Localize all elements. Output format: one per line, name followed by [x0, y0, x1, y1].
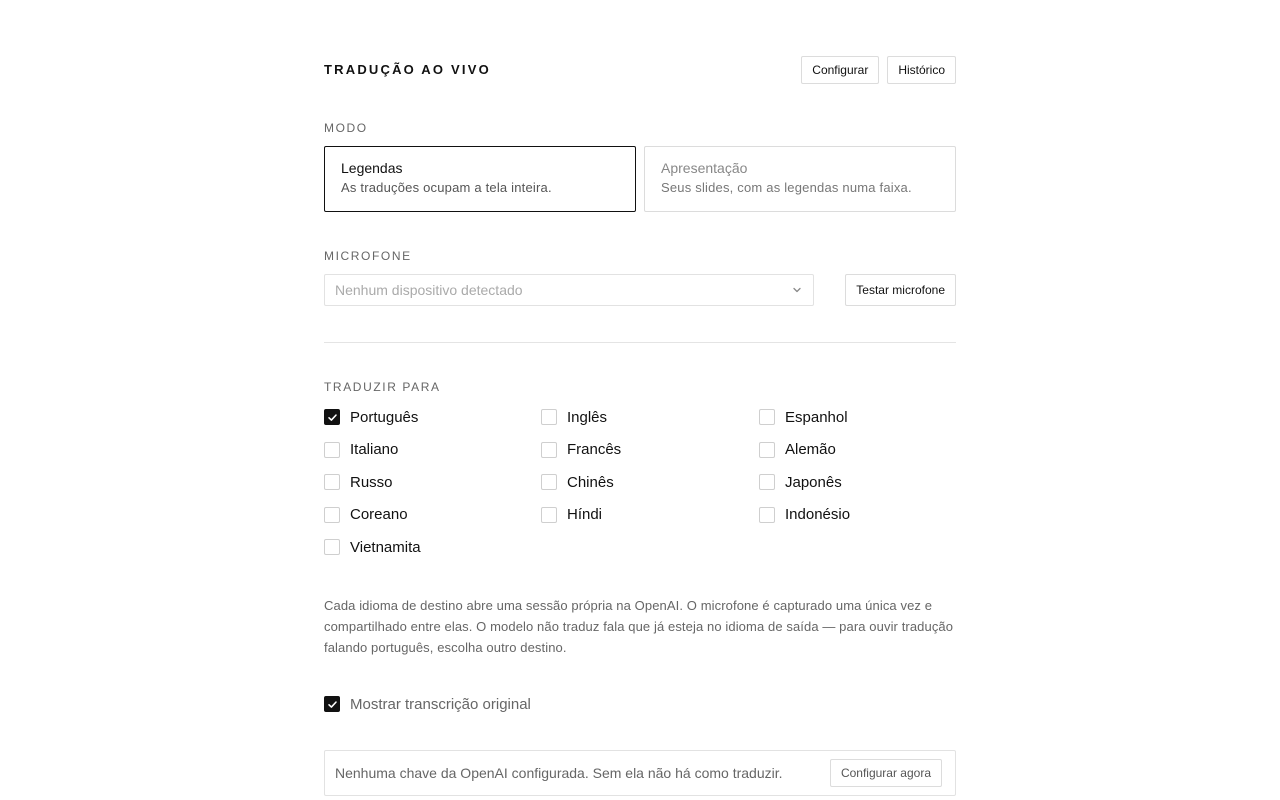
language-checkbox[interactable]: [324, 474, 340, 490]
language-option[interactable]: [759, 466, 842, 498]
mode-option-title: Apresentação: [661, 160, 748, 176]
language-checkbox[interactable]: [324, 442, 340, 458]
api-key-banner: [324, 750, 956, 796]
language-label: Chinês: [567, 473, 614, 491]
check-icon: [327, 412, 338, 423]
show-original-toggle[interactable]: [324, 688, 531, 720]
language-label: Coreano: [350, 506, 408, 523]
show-original-checkbox[interactable]: [324, 696, 340, 712]
language-option[interactable]: [541, 434, 621, 466]
language-checkbox[interactable]: [759, 474, 775, 490]
language-checkbox[interactable]: [541, 507, 557, 523]
language-label: Vietnamita: [350, 538, 421, 556]
test-microphone-button[interactable]: Testar microfone: [845, 274, 956, 306]
language-checkbox[interactable]: [759, 507, 775, 523]
language-label: Japonês: [785, 473, 842, 491]
language-option[interactable]: [324, 499, 408, 531]
translate-to-section-label: TRADUZIR PARA: [324, 380, 441, 394]
main-panel: [324, 0, 956, 800]
language-label: Inglês: [567, 408, 608, 426]
language-option[interactable]: [759, 499, 850, 531]
language-option[interactable]: [759, 401, 848, 433]
language-checkbox[interactable]: [324, 507, 340, 523]
language-checkbox[interactable]: [759, 442, 775, 458]
chevron-down-icon: [791, 284, 803, 296]
language-label: Português: [350, 408, 419, 426]
mode-option-legendas[interactable]: [324, 146, 636, 212]
language-option[interactable]: [324, 466, 393, 498]
history-button[interactable]: Histórico: [887, 56, 956, 84]
configure-now-button[interactable]: Configurar agora: [830, 759, 942, 787]
configure-button[interactable]: Configurar: [801, 56, 879, 84]
language-option[interactable]: [759, 434, 836, 466]
language-option[interactable]: [541, 401, 607, 433]
api-key-message: Nenhuma chave da OpenAI configurada. Sem ela não há como traduzir.: [335, 765, 783, 781]
language-checkbox[interactable]: [541, 442, 557, 458]
mode-section-label: MODO: [324, 121, 368, 135]
check-icon: [327, 699, 338, 710]
microphone-section-label: MICROFONE: [324, 249, 412, 263]
language-option[interactable]: [541, 499, 602, 531]
page-title: TRADUÇÃO AO VIVO: [324, 62, 491, 77]
language-option[interactable]: [324, 434, 398, 466]
language-label: Alemão: [785, 441, 836, 458]
mode-option-description: As traduções ocupam a tela inteira.: [341, 180, 552, 195]
language-label: Francês: [567, 441, 622, 458]
mode-option-description: Seus slides, com as legendas numa faixa.: [661, 180, 912, 195]
language-label: Indonésio: [785, 506, 851, 523]
header-actions: [801, 56, 956, 84]
info-text: Cada idioma de destino abre uma sessão própria na OpenAI. O microfone é capturado uma única vez e compartilhado entre elas. O modelo não traduz fala que já esteja no idioma de saída — para ouvir tradução falando português, escolha outro destino.: [324, 598, 954, 655]
language-label: Espanhol: [785, 408, 848, 426]
section-divider: [324, 342, 956, 343]
language-label: Híndi: [567, 506, 603, 523]
mode-option-title: Legendas: [341, 160, 403, 176]
language-checkbox[interactable]: [324, 409, 340, 425]
language-checkbox[interactable]: [759, 409, 775, 425]
language-checkbox[interactable]: [541, 474, 557, 490]
mode-option-apresentacao[interactable]: [644, 146, 956, 212]
show-original-label: Mostrar transcrição original: [350, 695, 531, 713]
language-option[interactable]: [541, 466, 614, 498]
language-checkbox[interactable]: [324, 539, 340, 555]
language-checkbox[interactable]: [541, 409, 557, 425]
language-option[interactable]: [324, 401, 418, 433]
microphone-select[interactable]: [324, 274, 814, 306]
language-option[interactable]: [324, 531, 421, 563]
microphone-select-value: Nenhum dispositivo detectado: [335, 282, 523, 298]
language-label: Russo: [350, 473, 393, 491]
mode-selector: [324, 146, 956, 212]
language-label: Italiano: [350, 441, 399, 458]
